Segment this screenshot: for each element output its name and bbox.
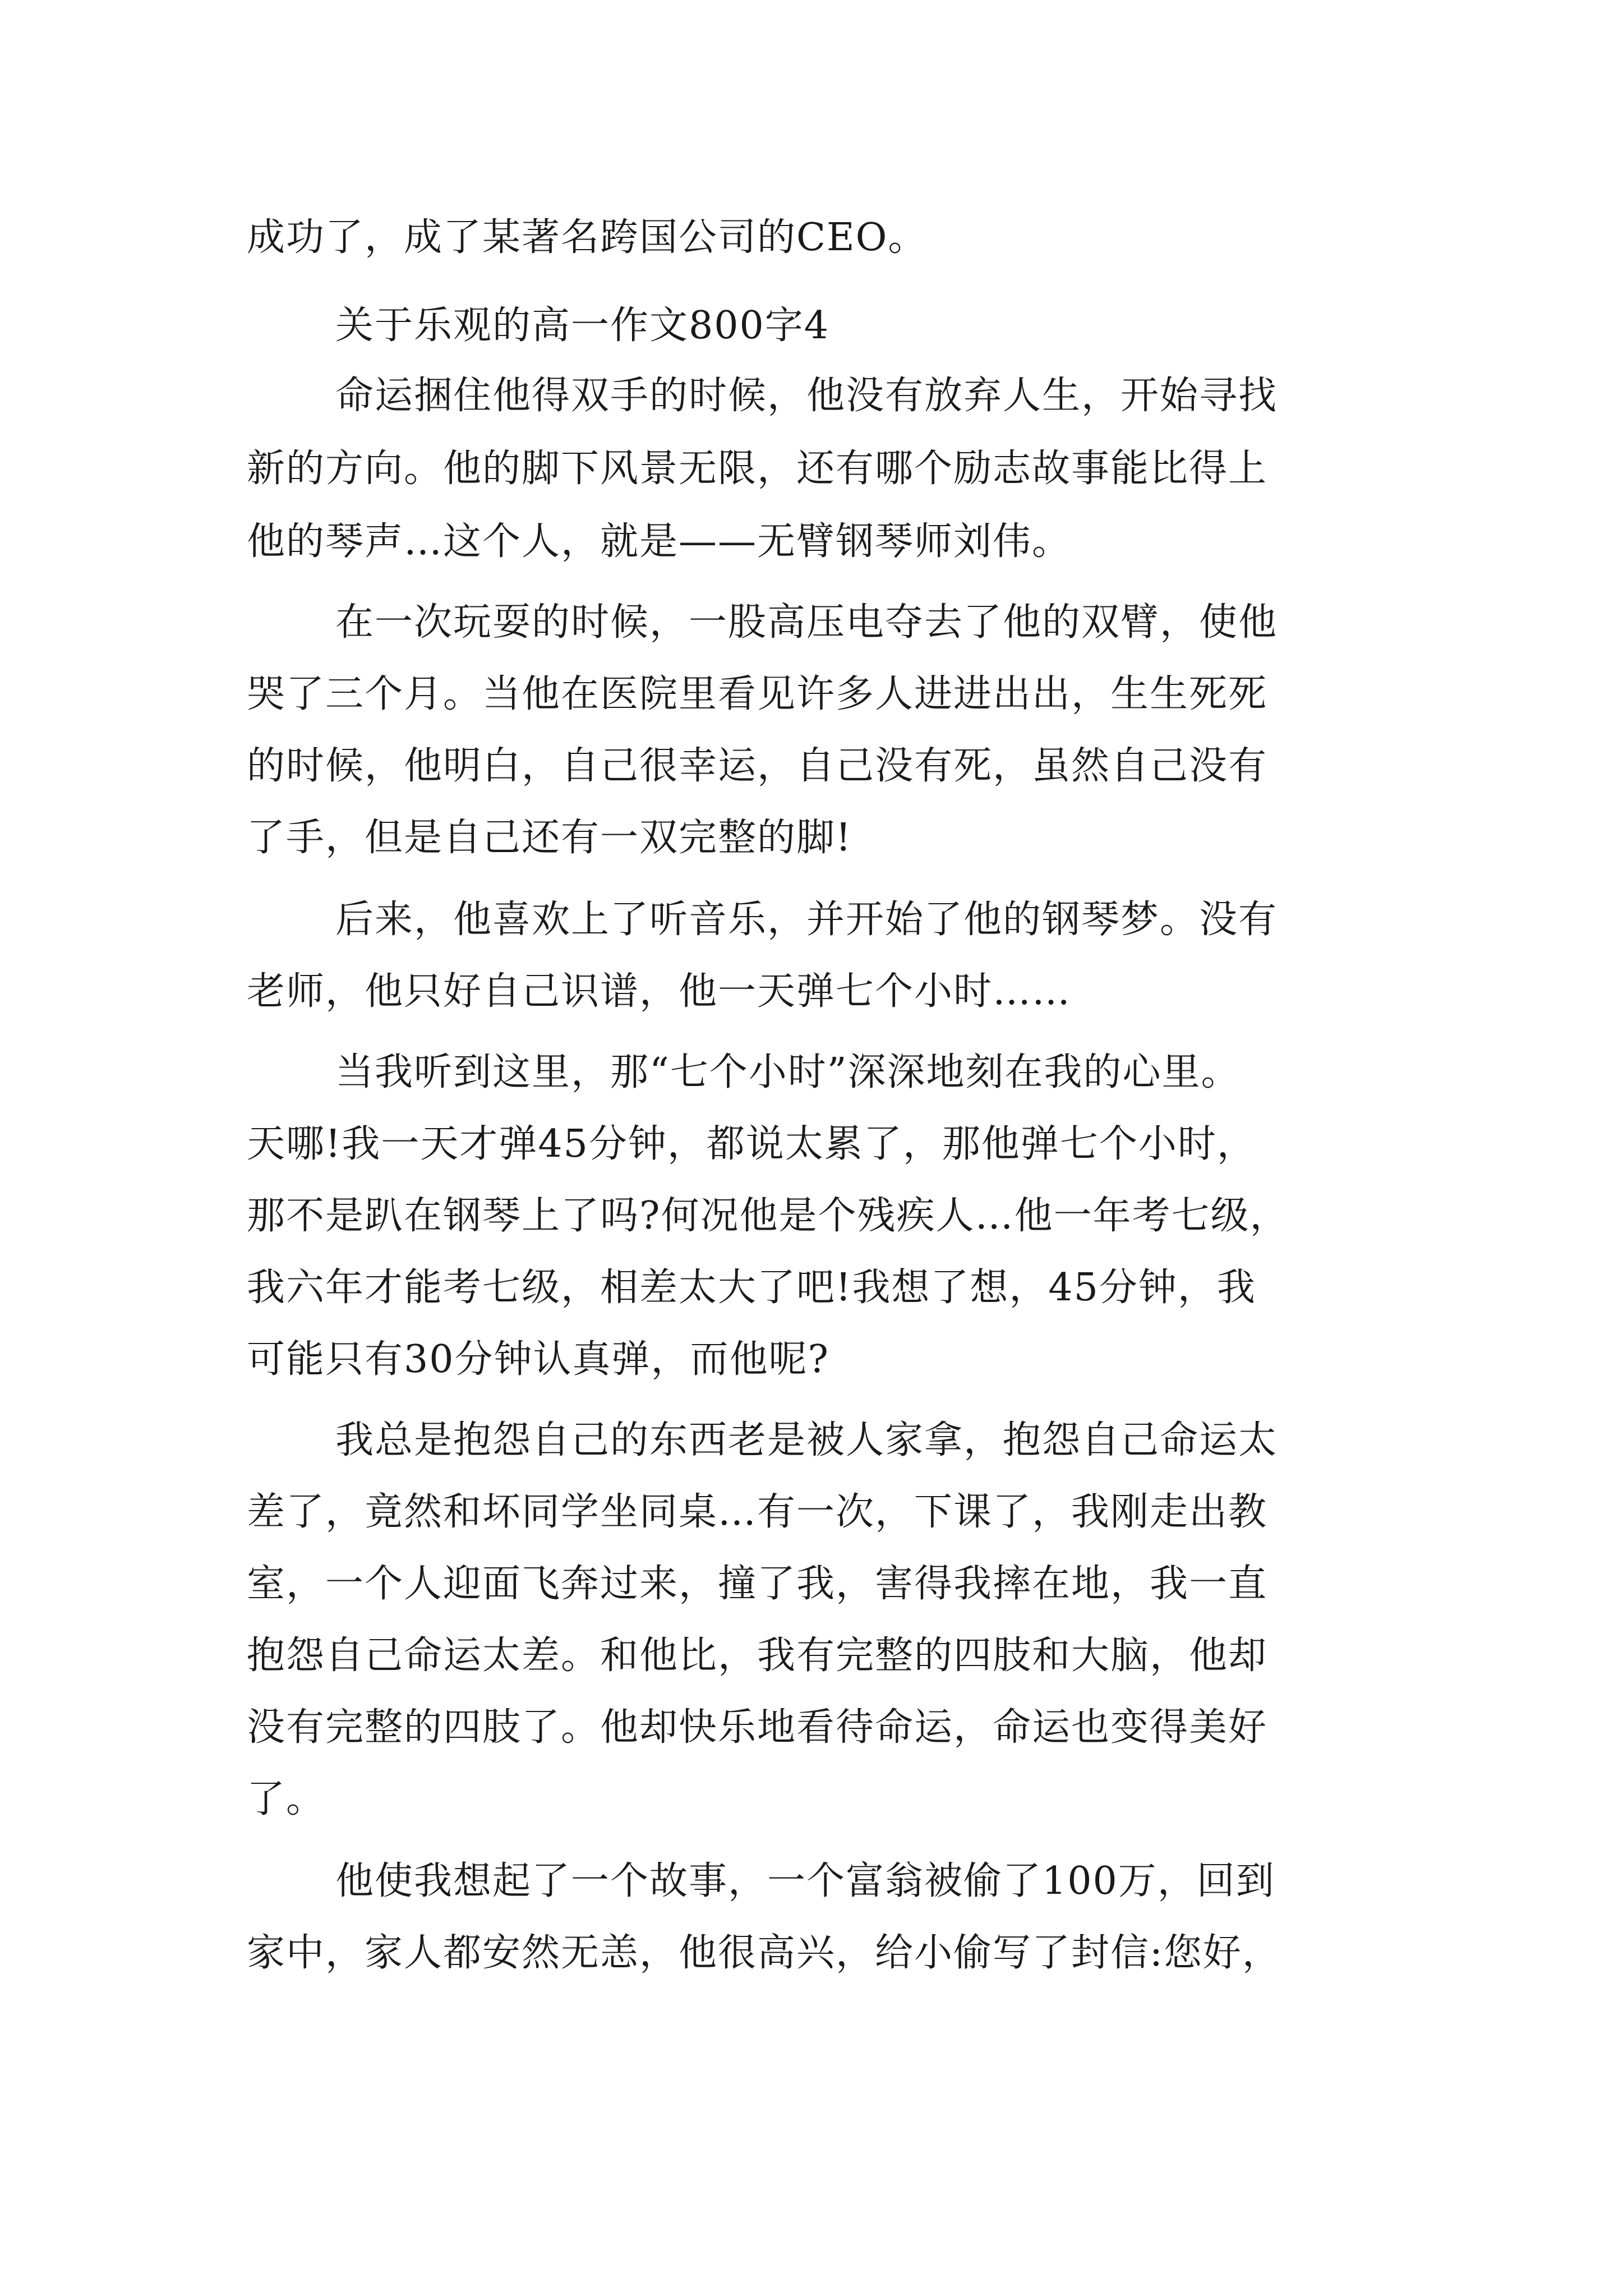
text-line: 差了，竟然和坏同学坐同桌…有一次，下课了，我刚走出教 [247, 1490, 1268, 1534]
text-line: 的时候，他明白，自己很幸运，自己没有死，虽然自己没有 [247, 744, 1268, 788]
text-line: 新的方向。他的脚下风景无限，还有哪个励志故事能比得上 [247, 447, 1268, 491]
text-line: 他使我想起了一个故事，一个富翁被偷了100万，回到 [335, 1859, 1275, 1903]
text-line: 在一次玩耍的时候，一股高压电夺去了他的双臂，使他 [335, 600, 1278, 645]
text-line: 我六年才能考七级，相差太大了吧!我想了想，45分钟，我 [247, 1266, 1256, 1310]
text-line: 他的琴声…这个人，就是——无臂钢琴师刘伟。 [247, 519, 1072, 564]
text-line: 老师，他只好自己识谱，他一天弹七个小时…… [247, 969, 1072, 1014]
text-line: 没有完整的四肢了。他却快乐地看待命运，命运也变得美好 [247, 1705, 1268, 1750]
text-line: 天哪!我一天才弹45分钟，都说太累了，那他弹七个小时， [247, 1122, 1256, 1166]
text-line: 家中，家人都安然无恙，他很高兴，给小偷写了封信:您好， [247, 1931, 1281, 1975]
text-line: 我总是抱怨自己的东西老是被人家拿，抱怨自己命运太 [335, 1418, 1278, 1462]
text-line: 了手，但是自己还有一双完整的脚! [247, 816, 852, 860]
text-line: 抱怨自己命运太差。和他比，我有完整的四肢和大脑，他却 [247, 1634, 1268, 1678]
text-line: 当我听到这里，那“七个小时”深深地刻在我的心里。 [335, 1050, 1241, 1094]
section-heading: 关于乐观的高一作文800字4 [335, 303, 830, 348]
text-line: 室，一个人迎面飞奔过来，撞了我，害得我摔在地，我一直 [247, 1562, 1268, 1606]
text-line: 命运捆住他得双手的时候，他没有放弃人生，开始寻找 [335, 374, 1278, 418]
text-line: 那不是趴在钢琴上了吗?何况他是个残疾人…他一年考七级， [247, 1194, 1289, 1238]
text-line: 哭了三个月。当他在医院里看见许多人进进出出，生生死死 [247, 672, 1268, 716]
text-line: 成功了，成了某著名跨国公司的CEO。 [247, 215, 928, 260]
text-line: 了。 [247, 1777, 326, 1821]
text-line: 后来，他喜欢上了听音乐，并开始了他的钢琴梦。没有 [335, 898, 1278, 942]
text-line: 可能只有30分钟认真弹，而他呢? [247, 1337, 829, 1382]
